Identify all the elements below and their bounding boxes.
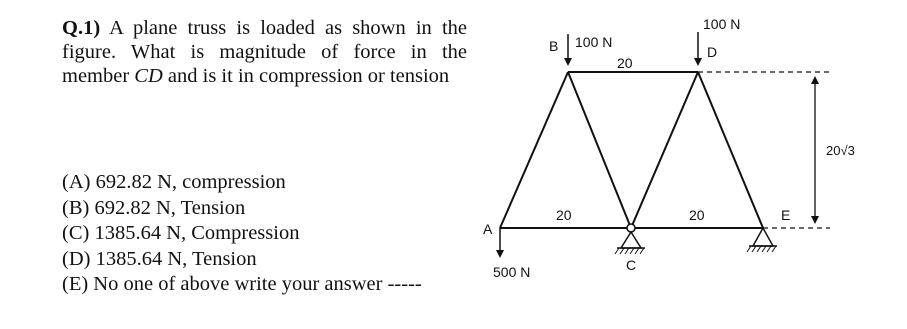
option-b[interactable]: (B) 692.82 N, Tension [62,196,246,219]
support-e [747,228,777,252]
node-label-d: D [707,44,718,60]
option-a[interactable]: (A) 692.82 N, compression [62,171,286,193]
member-de [698,72,763,228]
member-cd [631,72,698,228]
member-bc [568,72,631,228]
member-ab [500,72,568,228]
question-body-end: and is it in compression or tension [167,65,450,87]
question-number: Q.1) [62,17,101,39]
load-label-a: 500 N [493,264,531,280]
option-c[interactable]: (C) 1385.64 N, Compression [62,222,300,244]
dim-label-height: 20√3 [826,143,855,158]
node-label-e: E [781,207,791,223]
load-label-d: 100 N [703,16,741,32]
node-label-b: B [549,38,559,54]
node-label-c: C [626,257,637,273]
option-e[interactable]: (E) No one of above write your answer ----- [62,273,422,295]
member-name: CD [134,65,163,87]
load-label-b: 100 N [575,34,613,50]
dim-label-bottom-left: 20 [556,207,572,223]
question-body: A plane truss is loaded as shown in the figure. What is magnitude of force in the member [62,17,467,87]
node-label-a: A [483,221,493,237]
option-d[interactable]: (D) 1385.64 N, Tension [62,247,257,270]
truss-members [500,72,763,228]
dim-label-bottom-right: 20 [689,207,705,223]
dim-label-top: 20 [617,55,633,71]
